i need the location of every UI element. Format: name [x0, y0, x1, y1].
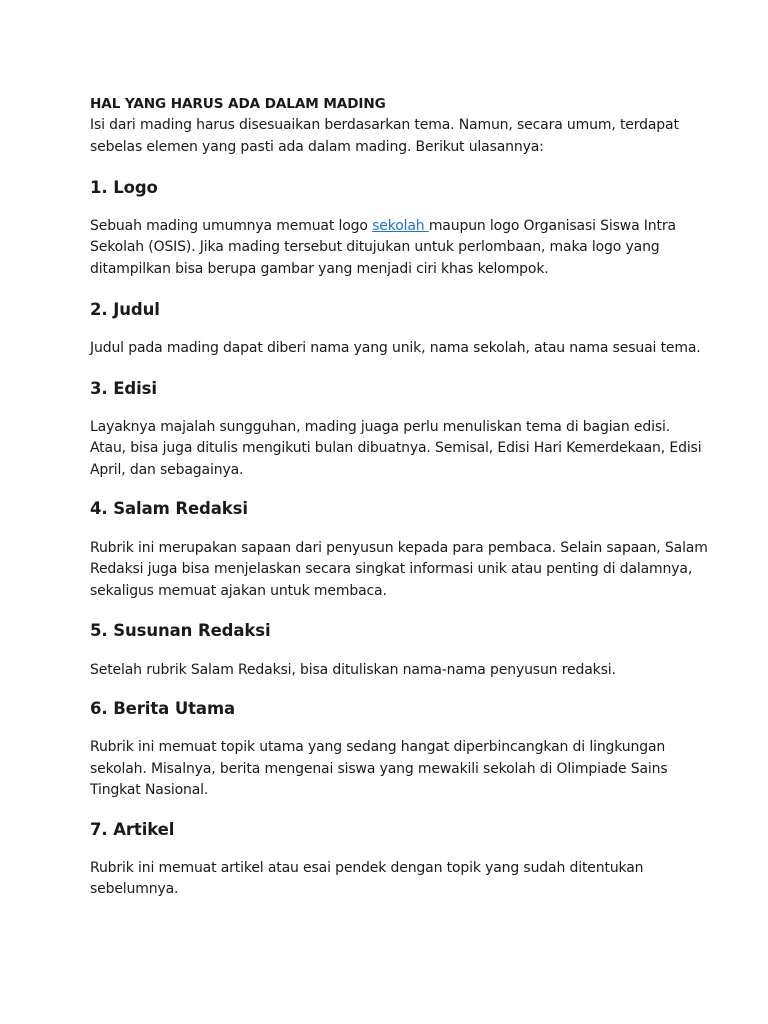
section-body: Layaknya majalah sungguhan, mading juaga perlu menuliskan tema di bagian edisi. Atau, bisa juga ditulis mengikuti bulan dibuatnya. Semisal, Edisi Hari Kemerdekaan, Edisi April, dan sebagainya. [90, 419, 702, 478]
section-heading: 5. Susunan Redaksi [90, 620, 271, 640]
section-artikel [90, 819, 708, 901]
section-heading: 6. Berita Utama [90, 699, 236, 719]
section-edisi [90, 378, 708, 481]
intro-paragraph: Isi dari mading harus disesuaikan berdasarkan tema. Namun, secara umum, terdapat sebelas elemen yang pasti ada dalam mading. Berikut ulasannya: [90, 117, 679, 155]
section-heading: 2. Judul [90, 299, 160, 319]
sekolah-link[interactable]: sekolah [372, 218, 429, 234]
section-heading: 7. Artikel [90, 820, 175, 840]
section-body: Setelah rubrik Salam Redaksi, bisa dituliskan nama-nama penyusun redaksi. [90, 661, 616, 678]
section-salam-redaksi [90, 498, 708, 602]
section-judul [90, 299, 708, 359]
section-heading: 4. Salam Redaksi [90, 499, 248, 519]
section-susunan-redaksi [90, 620, 708, 681]
section-body [90, 216, 708, 280]
body-text-before-link: Sebuah mading umumnya memuat logo [90, 218, 373, 234]
section-logo [90, 177, 708, 280]
section-body: Rubrik ini memuat artikel atau esai pendek dengan topik yang sudah ditentukan sebelumnya. [90, 860, 644, 898]
body-text-after-link: maupun logo Organisasi Siswa Intra Sekolah (OSIS). Jika mading tersebut ditujukan untuk perlombaan, maka logo yang ditampilkan bisa berupa gambar yang menjadi ciri khas kelompok. [90, 218, 676, 277]
section-body: Judul pada mading dapat diberi nama yang unik, nama sekolah, atau nama sesuai tema. [90, 339, 701, 356]
section-berita-utama [90, 698, 708, 801]
section-body: Rubrik ini memuat topik utama yang sedang hangat diperbincangkan di lingkungan sekolah. Misalnya, berita mengenai siswa yang mewakili sekolah di Olimpiade Sains Tingkat Nasional. [90, 739, 668, 798]
section-body: Rubrik ini merupakan sapaan dari penyusun kepada para pembaca. Selain sapaan, Salam Redaksi juga bisa menjelaskan secara singkat informasi unik atau penting di dalamnya, sekaligus memuat ajakan untuk membaca. [90, 540, 708, 599]
section-heading: 1. Logo [90, 178, 158, 197]
document-title: HAL YANG HARUS ADA DALAM MADING [90, 96, 386, 112]
section-heading: 3. Edisi [90, 379, 157, 399]
